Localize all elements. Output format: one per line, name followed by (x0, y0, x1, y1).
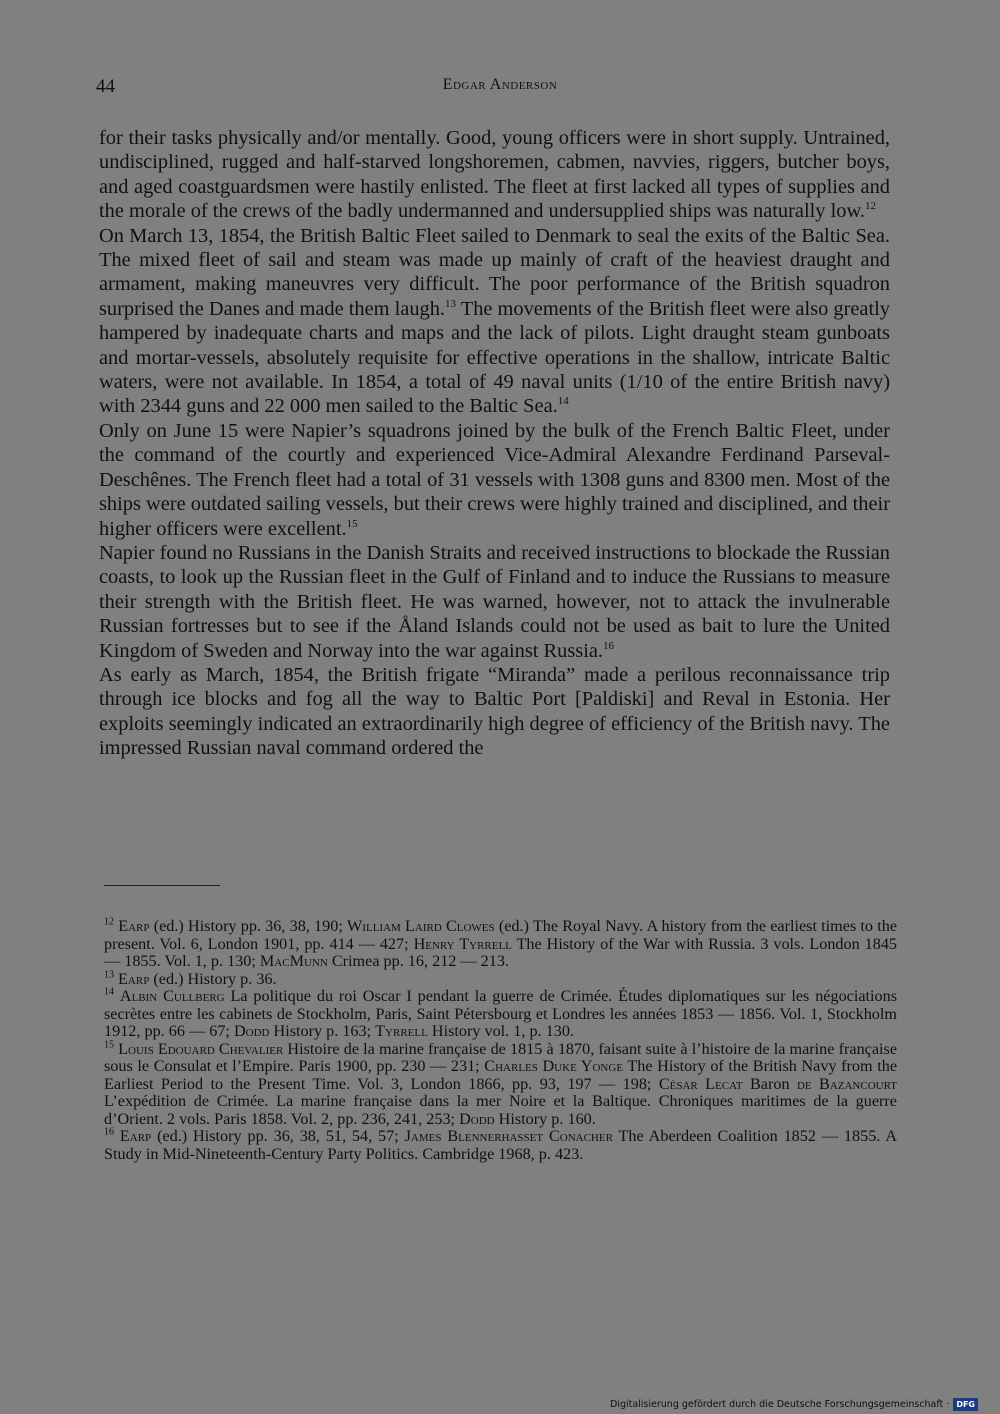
paragraph: On March 13, 1854, the British Baltic Fleet sailed to Denmark to seal the exits of the Baltic Sea. The mixed fleet of sail and steam was made up mainly of craft of the heaviest draught and armament, making maneuvres very difficult. The poor performance of the British squadron surprised the Danes and made them laugh.$^{13}$ The movements of the British fleet were also greatly hampered by inadequate charts and maps and the lack of pilots. Light draught steam gunboats and mortar-vessels, absolutely requisite for effective operations in the shallow, intricate Baltic waters, were not available. In 1854, a total of 49 naval units (1/10 of the entire British navy) with 2344 guns and 22 000 men sailed to the Baltic Sea.$^{14}$ (99, 224, 890, 418)
digitization-credit (610, 1397, 978, 1412)
paragraph: Napier found no Russians in the Danish Straits and received instructions to blockade the Russian coasts, to look up the Russian fleet in the Gulf of Finland and to induce the Russians to measure their strength with the British fleet. He was warned, however, not to attack the invulnerable Russian fortresses but to see if the Åland Islands could not be used as bait to lure the United Kingdom of Sweden and Norway into the war against Russia.$^{16}$ (99, 541, 890, 662)
footnote-number: 15 (104, 1039, 114, 1051)
footnote-ref: 15 (346, 517, 358, 530)
footnote-ref: 14 (557, 395, 569, 408)
page-number: 44 (96, 76, 115, 97)
footnote-number: 13 (104, 969, 114, 981)
body-text (99, 126, 890, 761)
paragraph: Only on June 15 were Napier’s squadrons joined by the bulk of the French Baltic Fleet, under the command of the courtly and experienced Vice-Admiral Alexandre Ferdinand Parseval-Deschênes. The French fleet had a total of 31 vessels with 1308 guns and 8300 men. Most of the ships were outdated sailing vessels, but their crews were highly trained and disciplined, and their higher officers were excellent.$^{15}$ (99, 419, 890, 540)
footnote: $^{15}$ Louis Edouard Chevalier Histoire de la marine française de 1815 à 1870, faisant suite à l’histoire de la marine française sous le Consulat et l’Empire. Paris 1900, pp. 230 — 231; Charles Duke Yonge The History of the British Navy from the Earliest Period to the Present Time. Vol. 3, London 1866, pp. 93, 197 — 198; César Lecat Baron de Bazancourt L’expédition de Crimée. La marine française dans la mer Noire et la Baltique. Chroniques maritimes de la guerre d’Orient. 2 vols. Paris 1858. Vol. 2, pp. 236, 241, 253; Dodd History p. 160. (104, 1039, 898, 1128)
footnote: $^{16}$ Earp (ed.) History pp. 36, 38, 51, 54, 57; James Blennerhasset Conacher The Aberdeen Coalition 1852 — 1855. A Study in Mid-Nineteenth-Century Party Politics. Cambridge 1968, p. 423. (104, 1126, 898, 1163)
paragraph: As early as March, 1854, the British frigate “Miranda” made a perilous reconnaissance trip through ice blocks and fog all the way to Baltic Port [Paldiski] and Reval in Estonia. Her exploits seemingly indicated an extraordinarily high degree of efficiency of the British navy. The impressed Russian naval command ordered the (99, 663, 890, 760)
footnote-ref: 12 (864, 200, 876, 213)
footnote: $^{13}$ Earp (ed.) History p. 36. (104, 969, 277, 988)
footnote-number: 16 (104, 1126, 114, 1138)
footnote: $^{14}$ Albin Cullberg La politique du roi Oscar I pendant la guerre de Crimée. Études diplomatiques sur les négociations secrètes entre les cabinets de Stockholm, Paris, Saint Pétersbourg et Londres les années 1853 — 1856. Vol. 1, Stockholm 1912, pp. 66 — 67; Dodd History p. 163; Tyrrell History vol. 1, p. 130. (104, 986, 898, 1040)
footnote: $^{12}$ Earp (ed.) History pp. 36, 38, 190; William Laird Clowes (ed.) The Royal Navy. A history from the earliest times to the present. Vol. 6, London 1901, pp. 414 — 427; Henry Tyrrell The History of the War with Russia. 3 vols. London 1845 — 1855. Vol. 1, p. 130; MacMunn Crimea pp. 16, 212 — 213. (104, 916, 898, 970)
footnote-number: 14 (104, 986, 114, 998)
footnote-divider (104, 885, 220, 886)
footnote-ref: 13 (445, 298, 457, 311)
footnote-ref: 16 (603, 639, 615, 652)
credit-text: Digitalisierung gefördert durch die Deutsche Forschungsgemeinschaft · (609, 1399, 950, 1410)
paragraph: for their tasks physically and/or mentally. Good, young officers were in short supply. Untrained, undisciplined, rugged and half-starved longshoremen, cabmen, navvies, riggers, butcher boys, and aged coastguardsmen were hastily enlisted. The fleet at first lacked all types of supplies and the morale of the crews of the badly undermanned and undersupplied ships was naturally low.$^{12}$ (99, 127, 890, 223)
running-head: Edgar Anderson (442, 76, 558, 93)
footnotes (104, 918, 897, 1163)
dfg-logo: DFG (953, 1398, 978, 1411)
footnote-number: 12 (104, 916, 114, 928)
